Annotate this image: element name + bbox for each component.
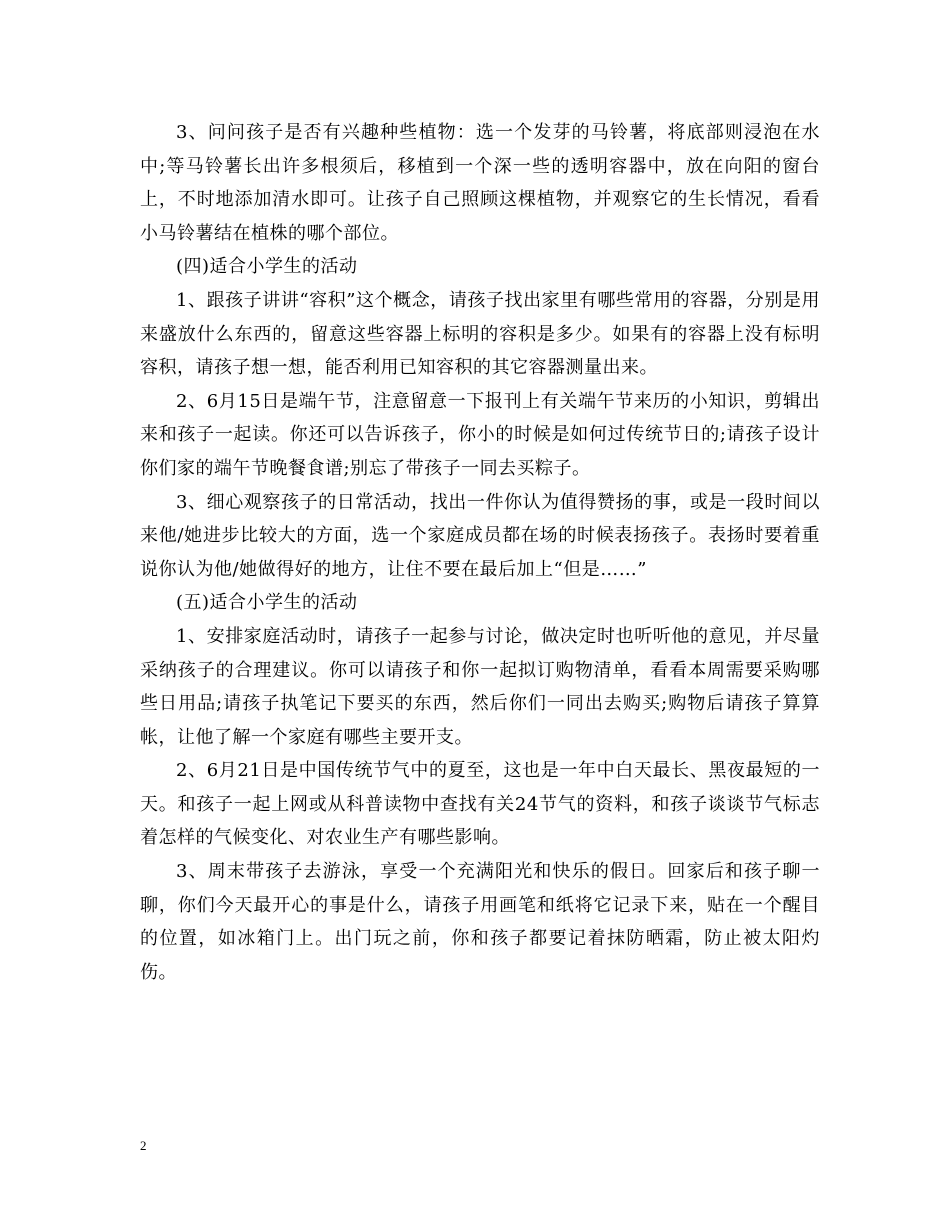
document-body: [140, 116, 820, 989]
page-number: 2: [140, 1138, 147, 1153]
paragraph-dragon-boat: 2、6月15日是端午节，注意留意一下报刊上有关端午节来历的小知识，剪辑出来和孩子一起读。你还可以告诉孩子，你小的时候是如何过传统节日的;请孩子设计你们家的端午节晚餐食谱;别忘了带孩子一同去买粽子。: [140, 390, 820, 479]
paragraph-shopping: 1、安排家庭活动时，请孩子一起参与讨论，做决定时也听听他的意见，并尽量采纳孩子的合理建议。你可以请孩子和你一起拟订购物清单，看看本周需要采购哪些日用品;请孩子执笔记下要买的东西，然后你们一同出去购买;购物后请孩子算算帐，让他了解一个家庭有哪些主要开支。: [140, 625, 820, 748]
section-heading-4: (四)适合小学生的活动: [176, 256, 358, 278]
paragraph-praise: 3、细心观察孩子的日常活动，找出一件你认为值得赞扬的事，或是一段时间以来他/她进步比较大的方面，选一个家庭成员都在场的时候表扬孩子。表扬时要着重说你认为他/她做得好的地方，让住不要在最后加上“但是……”: [140, 491, 820, 580]
paragraph-volume: 1、跟孩子讲讲“容积”这个概念，请孩子找出家里有哪些常用的容器，分别是用来盛放什么东西的，留意这些容器上标明的容积是多少。如果有的容器上没有标明容积，请孩子想一想，能否利用已知容积的其它容器测量出来。: [140, 289, 820, 379]
paragraph-swimming: 3、周末带孩子去游泳，享受一个充满阳光和快乐的假日。回家后和孩子聊一聊，你们今天最开心的事是什么，请孩子用画笔和纸将它记录下来，贴在一个醒目的位置，如冰箱门上。出门玩之前，你和孩子都要记着抹防晒霜，防止被太阳灼伤。: [140, 861, 820, 983]
section-heading-5: (五)适合小学生的活动: [176, 592, 358, 614]
paragraph-plant-potato: 3、问问孩子是否有兴趣种些植物：选一个发芽的马铃薯，将底部则浸泡在水中;等马铃薯长出许多根须后，移植到一个深一些的透明容器中，放在向阳的窗台上，不时地添加清水即可。让孩子自己照顾这棵植物，并观察它的生长情况，看看小马铃薯结在植株的哪个部位。: [140, 122, 820, 244]
paragraph-summer-solstice: 2、6月21日是中国传统节气中的夏至，这也是一年中白天最长、黑夜最短的一天。和孩子一起上网或从科普读物中查找有关24节气的资料，和孩子谈谈节气标志着怎样的气候变化、对农业生产有哪些影响。: [140, 760, 820, 849]
